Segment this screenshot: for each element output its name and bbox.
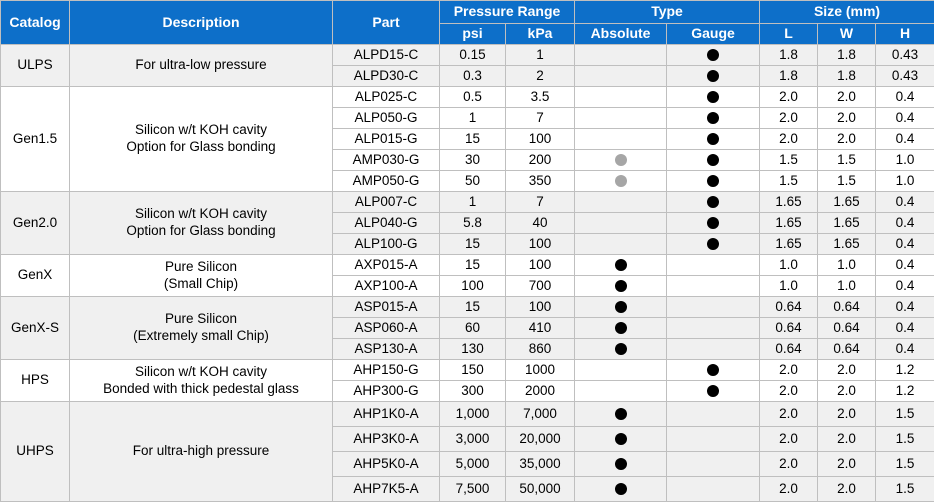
catalog-cell: GenX — [1, 255, 70, 297]
width-cell: 2.0 — [818, 477, 876, 502]
part-cell: ALP007-C — [333, 192, 440, 213]
absolute-cell — [575, 108, 667, 129]
absolute-cell — [575, 45, 667, 66]
description-line: (Extremely small Chip) — [70, 328, 332, 345]
absolute-cell — [575, 66, 667, 87]
absolute-cell — [575, 87, 667, 108]
absolute-cell — [575, 255, 667, 276]
gauge-cell — [667, 452, 760, 477]
table-row — [1, 360, 934, 381]
kpa-cell: 410 — [506, 318, 575, 339]
psi-cell: 0.5 — [440, 87, 506, 108]
height-cell: 1.5 — [876, 427, 934, 452]
size-header: Size (mm) — [760, 1, 934, 24]
gauge-cell — [667, 339, 760, 360]
length-cell: 2.0 — [760, 360, 818, 381]
black-dot-icon — [707, 154, 719, 166]
psi-cell: 15 — [440, 297, 506, 318]
gauge-cell — [667, 129, 760, 150]
height-cell: 0.4 — [876, 297, 934, 318]
length-cell: 1.65 — [760, 234, 818, 255]
psi-cell: 15 — [440, 129, 506, 150]
description-cell — [70, 402, 333, 502]
absolute-cell — [575, 381, 667, 402]
gauge-cell — [667, 192, 760, 213]
height-cell: 0.4 — [876, 213, 934, 234]
description-line: Option for Glass bonding — [70, 139, 332, 156]
gauge-cell — [667, 381, 760, 402]
description-line: Bonded with thick pedestal glass — [70, 381, 332, 398]
length-cell: 1.8 — [760, 45, 818, 66]
table-row — [1, 192, 934, 213]
width-cell: 1.65 — [818, 192, 876, 213]
psi-cell: 5,000 — [440, 452, 506, 477]
kpa-cell: 700 — [506, 276, 575, 297]
description-cell — [70, 360, 333, 402]
description-cell — [70, 255, 333, 297]
description-line: For ultra-low pressure — [70, 57, 332, 74]
width-cell: 0.64 — [818, 297, 876, 318]
gray-dot-icon — [615, 154, 627, 166]
width-cell: 2.0 — [818, 360, 876, 381]
width-cell: 2.0 — [818, 108, 876, 129]
length-cell: 1.0 — [760, 276, 818, 297]
black-dot-icon — [615, 301, 627, 313]
part-cell: ALP100-G — [333, 234, 440, 255]
psi-cell: 5.8 — [440, 213, 506, 234]
part-cell: AMP050-G — [333, 171, 440, 192]
kpa-cell: 7,000 — [506, 402, 575, 427]
part-cell: AXP100-A — [333, 276, 440, 297]
gauge-cell — [667, 276, 760, 297]
part-cell: AHP5K0-A — [333, 452, 440, 477]
length-cell: 2.0 — [760, 108, 818, 129]
width-cell: 2.0 — [818, 381, 876, 402]
psi-cell: 0.3 — [440, 66, 506, 87]
gauge-cell — [667, 427, 760, 452]
length-cell: 2.0 — [760, 402, 818, 427]
kpa-cell: 350 — [506, 171, 575, 192]
part-header: Part — [333, 1, 440, 45]
kpa-cell: 20,000 — [506, 427, 575, 452]
part-cell: ASP130-A — [333, 339, 440, 360]
description-header: Description — [70, 1, 333, 45]
part-cell: AHP7K5-A — [333, 477, 440, 502]
kpa-cell: 3.5 — [506, 87, 575, 108]
description-line: Silicon w/t KOH cavity — [70, 122, 332, 139]
kpa-cell: 1 — [506, 45, 575, 66]
height-cell: 1.2 — [876, 381, 934, 402]
gauge-cell — [667, 171, 760, 192]
absolute-cell — [575, 427, 667, 452]
table-row — [1, 87, 934, 108]
catalog-cell: ULPS — [1, 45, 70, 87]
black-dot-icon — [615, 408, 627, 420]
gauge-cell — [667, 87, 760, 108]
length-header: L — [760, 24, 818, 45]
kpa-cell: 50,000 — [506, 477, 575, 502]
absolute-cell — [575, 192, 667, 213]
catalog-cell: HPS — [1, 360, 70, 402]
psi-cell: 3,000 — [440, 427, 506, 452]
psi-cell: 15 — [440, 234, 506, 255]
part-cell: ALP015-G — [333, 129, 440, 150]
kpa-cell: 7 — [506, 108, 575, 129]
width-cell: 1.0 — [818, 276, 876, 297]
description-line: Pure Silicon — [70, 311, 332, 328]
absolute-cell — [575, 297, 667, 318]
psi-cell: 15 — [440, 255, 506, 276]
length-cell: 1.0 — [760, 255, 818, 276]
width-cell: 2.0 — [818, 129, 876, 150]
part-cell: ASP015-A — [333, 297, 440, 318]
absolute-cell — [575, 129, 667, 150]
height-cell: 1.5 — [876, 402, 934, 427]
height-cell: 0.43 — [876, 66, 934, 87]
width-cell: 1.65 — [818, 213, 876, 234]
width-cell: 1.5 — [818, 171, 876, 192]
kpa-cell: 100 — [506, 234, 575, 255]
black-dot-icon — [707, 49, 719, 61]
length-cell: 1.65 — [760, 213, 818, 234]
gauge-cell — [667, 108, 760, 129]
description-line: For ultra-high pressure — [70, 443, 332, 460]
height-cell: 1.0 — [876, 150, 934, 171]
psi-cell: 130 — [440, 339, 506, 360]
part-cell: ALPD30-C — [333, 66, 440, 87]
gauge-cell — [667, 150, 760, 171]
kpa-cell: 2 — [506, 66, 575, 87]
black-dot-icon — [615, 343, 627, 355]
black-dot-icon — [707, 133, 719, 145]
height-cell: 0.4 — [876, 234, 934, 255]
length-cell: 2.0 — [760, 129, 818, 150]
gauge-cell — [667, 318, 760, 339]
black-dot-icon — [707, 238, 719, 250]
part-cell: AHP3K0-A — [333, 427, 440, 452]
length-cell: 0.64 — [760, 339, 818, 360]
part-cell: ALP040-G — [333, 213, 440, 234]
black-dot-icon — [707, 385, 719, 397]
length-cell: 2.0 — [760, 477, 818, 502]
catalog-cell: Gen1.5 — [1, 87, 70, 192]
width-cell: 1.0 — [818, 255, 876, 276]
psi-cell: 30 — [440, 150, 506, 171]
black-dot-icon — [615, 322, 627, 334]
part-cell: ALP050-G — [333, 108, 440, 129]
part-cell: AHP1K0-A — [333, 402, 440, 427]
type-header: Type — [575, 1, 760, 24]
header-row-top — [1, 1, 934, 24]
kpa-cell: 100 — [506, 255, 575, 276]
width-cell: 1.8 — [818, 45, 876, 66]
absolute-cell — [575, 477, 667, 502]
width-cell: 2.0 — [818, 402, 876, 427]
length-cell: 1.8 — [760, 66, 818, 87]
kpa-cell: 1000 — [506, 360, 575, 381]
black-dot-icon — [707, 196, 719, 208]
height-cell: 0.4 — [876, 318, 934, 339]
absolute-cell — [575, 339, 667, 360]
table-row — [1, 402, 934, 427]
description-line: Pure Silicon — [70, 259, 332, 276]
psi-cell: 60 — [440, 318, 506, 339]
gauge-cell — [667, 213, 760, 234]
kpa-cell: 200 — [506, 150, 575, 171]
absolute-header: Absolute — [575, 24, 667, 45]
height-cell: 1.5 — [876, 452, 934, 477]
table-row — [1, 255, 934, 276]
kpa-cell: 100 — [506, 297, 575, 318]
absolute-cell — [575, 318, 667, 339]
height-cell: 0.4 — [876, 108, 934, 129]
black-dot-icon — [615, 483, 627, 495]
gauge-cell — [667, 360, 760, 381]
length-cell: 2.0 — [760, 381, 818, 402]
part-cell: ASP060-A — [333, 318, 440, 339]
psi-cell: 1 — [440, 192, 506, 213]
length-cell: 0.64 — [760, 297, 818, 318]
height-cell: 1.0 — [876, 171, 934, 192]
psi-cell: 1,000 — [440, 402, 506, 427]
description-line: Silicon w/t KOH cavity — [70, 364, 332, 381]
absolute-cell — [575, 234, 667, 255]
width-cell: 0.64 — [818, 339, 876, 360]
absolute-cell — [575, 150, 667, 171]
part-cell: AHP300-G — [333, 381, 440, 402]
length-cell: 1.65 — [760, 192, 818, 213]
width-header: W — [818, 24, 876, 45]
kpa-cell: 860 — [506, 339, 575, 360]
gauge-cell — [667, 234, 760, 255]
kpa-cell: 2000 — [506, 381, 575, 402]
psi-cell: 100 — [440, 276, 506, 297]
kpa-cell: 100 — [506, 129, 575, 150]
absolute-cell — [575, 402, 667, 427]
black-dot-icon — [615, 458, 627, 470]
height-cell: 1.5 — [876, 477, 934, 502]
absolute-cell — [575, 213, 667, 234]
width-cell: 2.0 — [818, 87, 876, 108]
kpa-cell: 35,000 — [506, 452, 575, 477]
gauge-cell — [667, 297, 760, 318]
part-cell: AXP015-A — [333, 255, 440, 276]
absolute-cell — [575, 360, 667, 381]
black-dot-icon — [615, 433, 627, 445]
description-line: Option for Glass bonding — [70, 223, 332, 240]
black-dot-icon — [707, 364, 719, 376]
absolute-cell — [575, 452, 667, 477]
table-row — [1, 297, 934, 318]
psi-cell: 1 — [440, 108, 506, 129]
width-cell: 2.0 — [818, 452, 876, 477]
height-cell: 0.4 — [876, 129, 934, 150]
psi-cell: 150 — [440, 360, 506, 381]
pressure-range-header: Pressure Range — [440, 1, 575, 24]
length-cell: 1.5 — [760, 171, 818, 192]
black-dot-icon — [707, 70, 719, 82]
psi-cell: 50 — [440, 171, 506, 192]
gauge-header: Gauge — [667, 24, 760, 45]
table-body — [1, 45, 934, 502]
width-cell: 2.0 — [818, 427, 876, 452]
black-dot-icon — [707, 217, 719, 229]
black-dot-icon — [615, 259, 627, 271]
height-cell: 0.4 — [876, 339, 934, 360]
length-cell: 2.0 — [760, 87, 818, 108]
gray-dot-icon — [615, 175, 627, 187]
gauge-cell — [667, 66, 760, 87]
height-cell: 0.4 — [876, 276, 934, 297]
catalog-cell: GenX-S — [1, 297, 70, 360]
height-cell: 1.2 — [876, 360, 934, 381]
gauge-cell — [667, 255, 760, 276]
description-cell — [70, 87, 333, 192]
part-cell: AMP030-G — [333, 150, 440, 171]
psi-cell: 0.15 — [440, 45, 506, 66]
width-cell: 1.5 — [818, 150, 876, 171]
gauge-cell — [667, 477, 760, 502]
part-cell: ALP025-C — [333, 87, 440, 108]
length-cell: 0.64 — [760, 318, 818, 339]
description-cell — [70, 45, 333, 87]
width-cell: 0.64 — [818, 318, 876, 339]
psi-header: psi — [440, 24, 506, 45]
kpa-cell: 7 — [506, 192, 575, 213]
width-cell: 1.65 — [818, 234, 876, 255]
length-cell: 1.5 — [760, 150, 818, 171]
catalog-header: Catalog — [1, 1, 70, 45]
height-cell: 0.4 — [876, 87, 934, 108]
absolute-cell — [575, 276, 667, 297]
black-dot-icon — [707, 175, 719, 187]
black-dot-icon — [615, 280, 627, 292]
kpa-cell: 40 — [506, 213, 575, 234]
width-cell: 1.8 — [818, 66, 876, 87]
absolute-cell — [575, 171, 667, 192]
black-dot-icon — [707, 112, 719, 124]
height-cell: 0.4 — [876, 192, 934, 213]
description-line: (Small Chip) — [70, 276, 332, 293]
description-cell — [70, 297, 333, 360]
gauge-cell — [667, 402, 760, 427]
table-row — [1, 45, 934, 66]
length-cell: 2.0 — [760, 452, 818, 477]
psi-cell: 7,500 — [440, 477, 506, 502]
catalog-cell: UHPS — [1, 402, 70, 502]
kpa-header: kPa — [506, 24, 575, 45]
description-cell — [70, 192, 333, 255]
black-dot-icon — [707, 91, 719, 103]
height-header: H — [876, 24, 934, 45]
gauge-cell — [667, 45, 760, 66]
length-cell: 2.0 — [760, 427, 818, 452]
part-cell: ALPD15-C — [333, 45, 440, 66]
psi-cell: 300 — [440, 381, 506, 402]
description-line: Silicon w/t KOH cavity — [70, 206, 332, 223]
height-cell: 0.43 — [876, 45, 934, 66]
part-cell: AHP150-G — [333, 360, 440, 381]
height-cell: 0.4 — [876, 255, 934, 276]
catalog-cell: Gen2.0 — [1, 192, 70, 255]
